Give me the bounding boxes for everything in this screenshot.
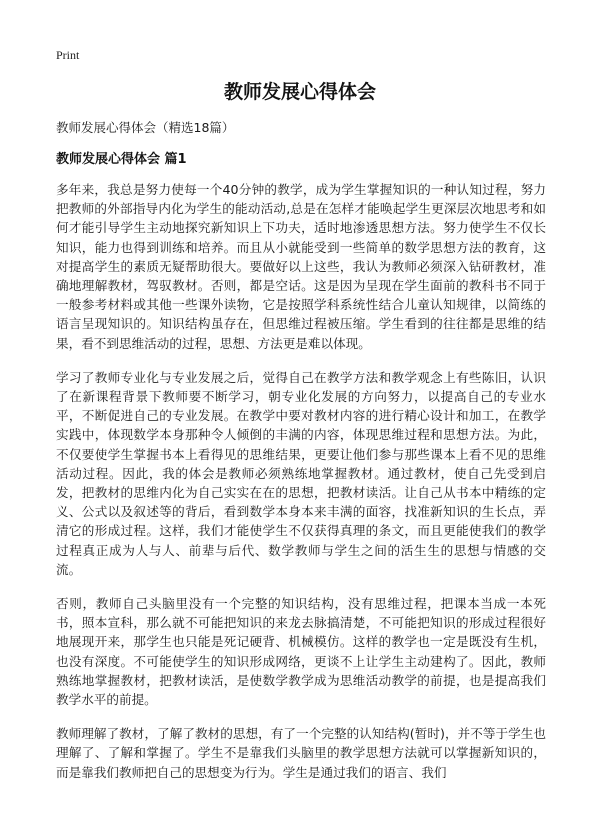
paragraph: 多年来，我总是努力使每一个40分钟的教学，成为学生掌握知识的一种认知过程，努力把教师的外部指导内化为学生的能动活动,总是在怎样才能唤起学生更深层次地思考和如何才能引导学生主动地探究新知识上下功夫，适时地渗透思想方法。努力使学生不仅长知识，能力也得到训练和培养。而且从小就能受到一些简单的数学思想方法的教育，这对提高学生的素质无疑帮助很大。要做好以上这些，我认为教师必须深入钻研教材，准确地理解教材，驾驭教材。否则，都是空话。这是因为呈现在学生面前的教科书不同于一般参考材料或其他一些课外读物，它是按照学科系统性结合儿童认知规律，以简练的语言呈现知识的。知识结构虽存在，但思维过程被压缩。学生看到的往往都是思维的结果，看不到思维活动的过程，思想、方法更是难以体现。 — [56, 182, 546, 351]
paragraph: 学习了教师专业化与专业发展之后，觉得自己在教学方法和教学观念上有些陈旧，认识了在新课程背景下教师要不断学习，朝专业化发展的方向努力，以提高自己的专业水平，不断促进自己的专业发展。在教学中要对教材内容的进行精心设计和加工，在教学实践中，体现数学本身那种令人倾倒的丰满的内容，体现思维过程和思想方法。为此，不仅要使学生掌握书本上看得见的思维结果，更要让他们参与那些课本上看不见的思维活动过程。因此，我的体会是教师必须熟练地掌握教材。通过教材，使自己先受到启发，把教材的思维内化为自己实实在在的思想，把教材读活。让自己从书本中精练的定义、公式以及叙述等的背后，看到数学本身本来丰满的面容，找准新知识的生长点，弄清它的形成过程。这样，我们才能使学生不仅获得真理的条文，而且更能使我们的教学过程真正成为人与人、前辈与后代、数学教师与学生之间的活生生的思想与情感的交流。 — [56, 369, 546, 577]
article-body — [56, 180, 546, 797]
paragraph: 教师理解了教材，了解了教材的思想，有了一个完整的认知结构(暂时)，并不等于学生也理解了、了解和掌握了。学生不是靠我们头脑里的教学思想方法就可以掌握新知识的，而是靠我们教师把自己的思想变为行为。学生是通过我们的语言、我们 — [56, 726, 546, 780]
print-link[interactable]: Print — [56, 48, 80, 62]
section-heading: 教师发展心得体会 篇1 — [56, 152, 187, 167]
page-title: 教师发展心得体会 — [223, 81, 376, 103]
document-subtitle: 教师发展心得体会（精选18篇） — [56, 120, 235, 135]
paragraph: 否则，教师自己头脑里没有一个完整的知识结构，没有思维过程，把课本当成一本死书，照本宣科，那么就不可能把知识的来龙去脉搞清楚，不可能把知识的形成过程很好地展现开来，那学生也只能是死记硬背、机械模仿。这样的教学也一定是既没有生机，也没有深度。不可能使学生的知识形成网络，更谈不上让学生主动建构了。因此，教师熟练地掌握教材，把教材读活，是使数学教学成为思维活动教学的前提，也是提高我们教学水平的前提。 — [56, 596, 546, 708]
